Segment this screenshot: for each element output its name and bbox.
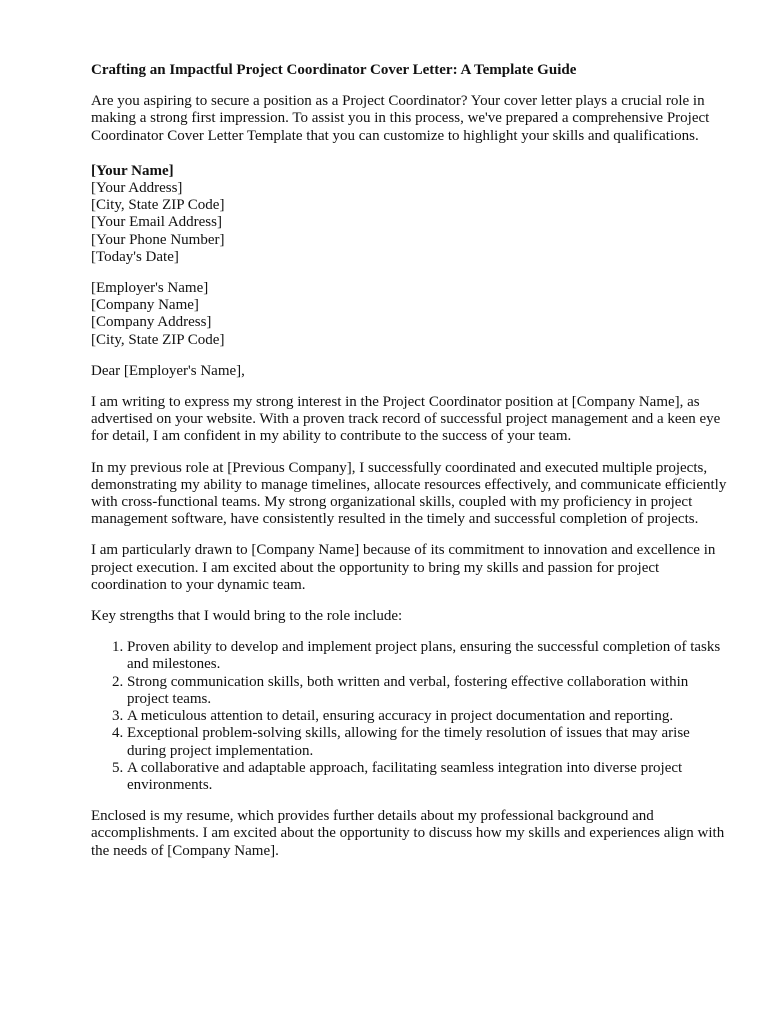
sender-city: [City, State ZIP Code] bbox=[91, 197, 225, 214]
recipient-block bbox=[91, 280, 731, 349]
sender-phone: [Your Phone Number] bbox=[91, 231, 225, 248]
recipient-company: [Company Name] bbox=[91, 297, 199, 314]
document-title: Crafting an Impactful Project Coordinator Cover Letter: A Template Guide bbox=[91, 62, 577, 78]
list-item: 1. Proven ability to develop and implement project plans, ensuring the successful completion of tasks and milestones. bbox=[127, 639, 731, 673]
intro-paragraph: Are you aspiring to secure a position as a Project Coordinator? Your cover letter plays a crucial role in making a strong first impression. To assist you in this process, we've prepared a comprehensive Project Coordinator Cover Letter Template that you can customize to highlight your skills and qualifications. bbox=[91, 93, 710, 144]
strengths-intro: Key strengths that I would bring to the role include: bbox=[91, 608, 403, 625]
list-item: 4. Exceptional problem-solving skills, allowing for the timely resolution of issues that may arise during project implementation. bbox=[127, 725, 731, 759]
list-item: 5. A collaborative and adaptable approach, facilitating seamless integration into diverse project environments. bbox=[127, 760, 731, 794]
sender-name: [Your Name] bbox=[91, 162, 174, 179]
body-paragraph-experience: In my previous role at [Previous Company], I successfully coordinated and executed multiple projects, demonstrating my ability to manage timelines, allocate resources effectively, and communicate efficiently with cross-functional teams. My strong organizational skills, coupled with my proficiency in project management software, have consistently resulted in the timely and successful completion of projects. bbox=[91, 459, 727, 528]
body-paragraph-motivation: I am particularly drawn to [Company Name] because of its commitment to innovation and excellence in project execution. I am excited about the opportunity to bring my skills and passion for project coordination to your dynamic team. bbox=[91, 542, 716, 593]
document-page bbox=[91, 62, 731, 874]
strengths-list bbox=[91, 639, 731, 794]
recipient-city: [City, State ZIP Code] bbox=[91, 331, 225, 348]
sender-address: [Your Address] bbox=[91, 180, 183, 197]
sender-date: [Today's Date] bbox=[91, 248, 179, 265]
sender-block bbox=[91, 163, 731, 266]
recipient-address: [Company Address] bbox=[91, 314, 212, 331]
salutation: Dear [Employer's Name], bbox=[91, 362, 245, 379]
recipient-name: [Employer's Name] bbox=[91, 280, 209, 297]
closing-paragraph: Enclosed is my resume, which provides further details about my professional background and accomplishments. I am excited about the opportunity to discuss how my skills and experiences align with the needs of [Company Name]. bbox=[91, 808, 725, 859]
list-item: 2. Strong communication skills, both written and verbal, fostering effective collaboration within project teams. bbox=[127, 674, 731, 708]
sender-email: [Your Email Address] bbox=[91, 214, 222, 231]
body-paragraph-interest: I am writing to express my strong interest in the Project Coordinator position at [Company Name], as advertised on your website. With a proven track record of successful project management and a keen eye for detail, I am confident in my ability to contribute to the success of your team. bbox=[91, 394, 721, 445]
list-item: 3. A meticulous attention to detail, ensuring accuracy in project documentation and reporting. bbox=[127, 708, 731, 725]
